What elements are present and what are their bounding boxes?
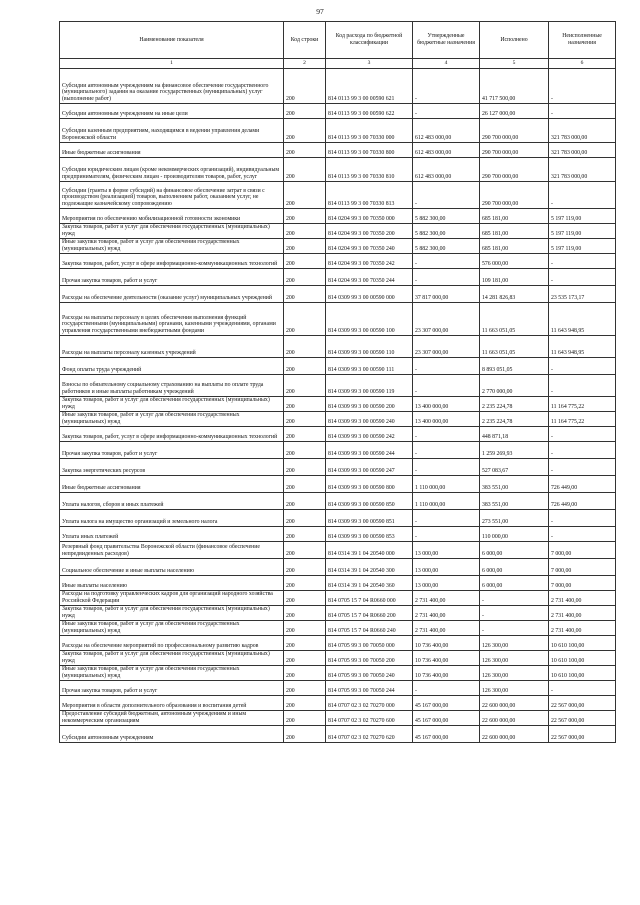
row-indicator-name: Иные закупки товаров, работ и услуг для обеспечения государственных (муниципальных) нужд	[60, 621, 284, 636]
row-expense-code: 814 0309 99 3 00 00590 200	[326, 397, 413, 412]
row-indicator-name: Расходы на подготовку управленческих кадров для организаций народного хозяйства Российской Федерации	[60, 591, 284, 606]
row-line-code: 200	[284, 527, 326, 542]
row-indicator-name: Взносы по обязательному социальному страхованию на выплаты по оплате труда работников и иные выплаты работникам учреждений	[60, 375, 284, 397]
row-expense-code: 814 0204 99 3 00 70350 244	[326, 269, 413, 286]
row-executed-value: 383 551,00	[480, 493, 549, 510]
row-approved-value: 612 483 000,00	[413, 143, 480, 158]
row-indicator-name: Субсидии казенным предприятиям, находящимся в ведении управления делами Воронежской области	[60, 119, 284, 143]
column-number-row	[60, 59, 616, 69]
row-executed-value: -	[480, 591, 549, 606]
row-line-code: 200	[284, 158, 326, 182]
row-indicator-name: Субсидии автономным учреждениям	[60, 726, 284, 743]
row-expense-code: 814 0705 15 7 04 R0660 000	[326, 591, 413, 606]
row-indicator-name: Субсидии автономным учреждениям на финансовое обеспечение государственного (муниципального) задания на оказание государственных (муниципальных) услуг (выполнение работ)	[60, 69, 284, 104]
table-row	[60, 286, 616, 303]
row-line-code: 200	[284, 442, 326, 459]
row-expense-code: 814 0309 99 3 00 00590 247	[326, 459, 413, 476]
row-expense-code: 814 0309 99 3 00 00590 119	[326, 375, 413, 397]
table-row	[60, 510, 616, 527]
row-line-code: 200	[284, 510, 326, 527]
row-line-code: 200	[284, 726, 326, 743]
row-executed-value: 685 181,00	[480, 209, 549, 224]
row-executed-value: 383 551,00	[480, 476, 549, 493]
row-indicator-name: Предоставление субсидий бюджетным, автономным учреждениям и иным некоммерческим организациям	[60, 711, 284, 726]
row-line-code: 200	[284, 239, 326, 254]
row-expense-code: 814 0113 99 3 00 00590 622	[326, 104, 413, 119]
row-line-code: 200	[284, 412, 326, 427]
row-executed-value: 26 127 000,00	[480, 104, 549, 119]
table-row	[60, 143, 616, 158]
row-executed-value: 22 600 000,00	[480, 711, 549, 726]
row-indicator-name: Расходы на обеспечение мероприятий по профессиональному развитию кадров	[60, 636, 284, 651]
row-indicator-name: Уплата иных платежей	[60, 527, 284, 542]
row-executed-value: 41 717 500,00	[480, 69, 549, 104]
row-executed-value: 6 000,00	[480, 576, 549, 591]
row-unexecuted-value: 321 783 000,00	[549, 119, 616, 143]
row-unexecuted-value: -	[549, 182, 616, 209]
row-line-code: 200	[284, 711, 326, 726]
row-unexecuted-value: 7 000,00	[549, 542, 616, 559]
row-approved-value: -	[413, 527, 480, 542]
table-row	[60, 459, 616, 476]
column-number: 3	[326, 59, 413, 69]
row-unexecuted-value: -	[549, 104, 616, 119]
row-line-code: 200	[284, 606, 326, 621]
row-line-code: 200	[284, 303, 326, 336]
row-executed-value: 273 551,00	[480, 510, 549, 527]
row-approved-value: 10 736 400,00	[413, 636, 480, 651]
row-executed-value: 2 235 224,78	[480, 397, 549, 412]
row-approved-value: 10 736 400,00	[413, 666, 480, 681]
row-unexecuted-value: -	[549, 358, 616, 375]
header-approved: Утвержденные бюджетные назначения	[413, 22, 480, 59]
header-executed: Исполнено	[480, 22, 549, 59]
table-row	[60, 542, 616, 559]
row-unexecuted-value: 22 567 000,00	[549, 711, 616, 726]
row-line-code: 200	[284, 666, 326, 681]
row-line-code: 200	[284, 209, 326, 224]
row-approved-value: -	[413, 269, 480, 286]
row-expense-code: 814 0309 99 3 00 00590 000	[326, 286, 413, 303]
row-approved-value: 37 817 000,00	[413, 286, 480, 303]
table-header-row	[60, 22, 616, 59]
row-approved-value: 10 736 400,00	[413, 651, 480, 666]
column-number: 6	[549, 59, 616, 69]
row-expense-code: 814 0314 39 1 04 20540 360	[326, 576, 413, 591]
row-approved-value: 13 000,00	[413, 559, 480, 576]
row-line-code: 200	[284, 358, 326, 375]
row-line-code: 200	[284, 542, 326, 559]
row-expense-code: 814 0707 02 3 02 70270 600	[326, 711, 413, 726]
table-row	[60, 606, 616, 621]
table-row	[60, 576, 616, 591]
table-row	[60, 696, 616, 711]
table-row	[60, 493, 616, 510]
row-approved-value: 13 000,00	[413, 576, 480, 591]
row-indicator-name: Закупка товаров, работ и услуг для обеспечения государственных (муниципальных) нужд	[60, 606, 284, 621]
row-indicator-name: Субсидии юридическим лицам (кроме некоммерческих организаций), индивидуальным предпринимателям, физическим лицам - производителям товаров, работ, услуг	[60, 158, 284, 182]
row-approved-value: 13 400 000,00	[413, 412, 480, 427]
row-line-code: 200	[284, 493, 326, 510]
row-expense-code: 814 0204 99 3 00 70350 200	[326, 224, 413, 239]
row-approved-value: 5 882 300,00	[413, 224, 480, 239]
row-approved-value: 23 307 000,00	[413, 303, 480, 336]
row-approved-value: 1 110 000,00	[413, 493, 480, 510]
row-executed-value: 6 000,00	[480, 542, 549, 559]
table-row	[60, 527, 616, 542]
row-approved-value: -	[413, 681, 480, 696]
row-indicator-name: Социальное обеспечение и иные выплаты населению	[60, 559, 284, 576]
row-approved-value: -	[413, 69, 480, 104]
row-unexecuted-value: 5 197 119,00	[549, 239, 616, 254]
row-line-code: 200	[284, 559, 326, 576]
row-indicator-name: Иные выплаты населению	[60, 576, 284, 591]
row-executed-value: 14 281 826,83	[480, 286, 549, 303]
row-expense-code: 814 0309 99 3 00 00590 111	[326, 358, 413, 375]
row-line-code: 200	[284, 636, 326, 651]
row-approved-value: 13 400 000,00	[413, 397, 480, 412]
budget-execution-table	[59, 21, 616, 743]
row-unexecuted-value: 11 164 775,22	[549, 397, 616, 412]
row-approved-value: -	[413, 375, 480, 397]
row-executed-value: 6 000,00	[480, 559, 549, 576]
row-expense-code: 814 0314 39 1 04 20540 000	[326, 542, 413, 559]
row-line-code: 200	[284, 104, 326, 119]
table-row	[60, 397, 616, 412]
page-number: 97	[316, 7, 324, 16]
row-indicator-name: Резервный фонд правительства Воронежской области (финансовое обеспечение непредвиденных расходов)	[60, 542, 284, 559]
row-unexecuted-value: -	[549, 510, 616, 527]
row-executed-value: -	[480, 621, 549, 636]
row-unexecuted-value: 321 783 000,00	[549, 143, 616, 158]
row-expense-code: 814 0204 99 3 00 70350 242	[326, 254, 413, 269]
row-line-code: 200	[284, 286, 326, 303]
table-row	[60, 476, 616, 493]
row-expense-code: 814 0309 99 3 00 00590 800	[326, 476, 413, 493]
table-row	[60, 375, 616, 397]
row-indicator-name: Иные закупки товаров, работ и услуг для обеспечения государственных (муниципальных) нужд	[60, 666, 284, 681]
row-approved-value: -	[413, 104, 480, 119]
row-executed-value: 448 871,18	[480, 427, 549, 442]
row-unexecuted-value: 22 567 000,00	[549, 726, 616, 743]
table-row	[60, 239, 616, 254]
row-approved-value: 612 483 000,00	[413, 158, 480, 182]
row-unexecuted-value: -	[549, 527, 616, 542]
row-unexecuted-value: 7 000,00	[549, 559, 616, 576]
row-line-code: 200	[284, 576, 326, 591]
row-approved-value: 45 167 000,00	[413, 726, 480, 743]
row-indicator-name: Уплата налогов, сборов и иных платежей	[60, 493, 284, 510]
table-row	[60, 412, 616, 427]
row-expense-code: 814 0113 99 3 00 70330 000	[326, 119, 413, 143]
table-row	[60, 636, 616, 651]
row-unexecuted-value: 11 164 775,22	[549, 412, 616, 427]
row-indicator-name: Иные бюджетные ассигнования	[60, 476, 284, 493]
row-executed-value: 290 700 000,00	[480, 158, 549, 182]
column-number: 5	[480, 59, 549, 69]
row-expense-code: 814 0705 15 7 04 R0660 200	[326, 606, 413, 621]
row-unexecuted-value: -	[549, 269, 616, 286]
row-approved-value: 13 000,00	[413, 542, 480, 559]
row-executed-value: 126 300,00	[480, 681, 549, 696]
row-line-code: 200	[284, 269, 326, 286]
row-expense-code: 814 0705 99 3 00 70050 240	[326, 666, 413, 681]
row-executed-value: 126 300,00	[480, 666, 549, 681]
row-executed-value: -	[480, 606, 549, 621]
row-indicator-name: Закупка товаров, работ и услуг для обеспечения государственных (муниципальных) нужд	[60, 397, 284, 412]
row-approved-value: 1 110 000,00	[413, 476, 480, 493]
row-indicator-name: Расходы на выплаты персоналу казенных учреждений	[60, 336, 284, 358]
row-executed-value: 290 700 000,00	[480, 143, 549, 158]
row-unexecuted-value: -	[549, 681, 616, 696]
row-approved-value: 612 483 000,00	[413, 119, 480, 143]
row-approved-value: 2 731 400,00	[413, 591, 480, 606]
row-approved-value: 5 882 300,00	[413, 239, 480, 254]
row-expense-code: 814 0309 99 3 00 00590 240	[326, 412, 413, 427]
row-indicator-name: Расходы на обеспечение деятельности (оказание услуг) муниципальных учреждений	[60, 286, 284, 303]
row-approved-value: 2 731 400,00	[413, 621, 480, 636]
row-approved-value: -	[413, 459, 480, 476]
row-indicator-name: Закупка товаров, работ и услуг для обеспечения государственных (муниципальных) нужд	[60, 224, 284, 239]
row-executed-value: 1 259 269,93	[480, 442, 549, 459]
row-executed-value: 11 663 051,05	[480, 336, 549, 358]
row-unexecuted-value: 10 610 100,00	[549, 651, 616, 666]
row-line-code: 200	[284, 427, 326, 442]
row-expense-code: 814 0309 99 3 00 00590 244	[326, 442, 413, 459]
row-line-code: 200	[284, 591, 326, 606]
table-row	[60, 442, 616, 459]
row-line-code: 200	[284, 459, 326, 476]
table-row	[60, 358, 616, 375]
row-indicator-name: Закупка товаров, работ, услуг в сфере информационно-коммуникационных технологий	[60, 254, 284, 269]
row-unexecuted-value: 10 610 100,00	[549, 636, 616, 651]
row-line-code: 200	[284, 69, 326, 104]
row-indicator-name: Расходы на выплаты персоналу в целях обеспечения выполнения функций государственными (муниципальными) органами, казенными учреждениями, органами управления государственными внебюджетными фондами	[60, 303, 284, 336]
row-expense-code: 814 0113 99 3 00 70330 800	[326, 143, 413, 158]
row-expense-code: 814 0705 99 3 00 70050 000	[326, 636, 413, 651]
row-approved-value: -	[413, 510, 480, 527]
row-expense-code: 814 0707 02 3 02 70270 620	[326, 726, 413, 743]
row-unexecuted-value: 726 449,00	[549, 493, 616, 510]
row-approved-value: -	[413, 427, 480, 442]
row-indicator-name: Иные закупки товаров, работ и услуг для обеспечения государственных (муниципальных) нужд	[60, 412, 284, 427]
row-indicator-name: Закупка энергетических ресурсов	[60, 459, 284, 476]
row-indicator-name: Мероприятия в области дополнительного образования и воспитания детей	[60, 696, 284, 711]
row-executed-value: 22 600 000,00	[480, 696, 549, 711]
row-approved-value: -	[413, 358, 480, 375]
table-row	[60, 69, 616, 104]
row-indicator-name: Иные закупки товаров, работ и услуг для обеспечения государственных (муниципальных) нужд	[60, 239, 284, 254]
row-unexecuted-value: -	[549, 427, 616, 442]
row-expense-code: 814 0309 99 3 00 00590 850	[326, 493, 413, 510]
row-executed-value: 290 700 000,00	[480, 182, 549, 209]
table-row	[60, 182, 616, 209]
row-approved-value: -	[413, 254, 480, 269]
row-line-code: 200	[284, 224, 326, 239]
table-row	[60, 104, 616, 119]
row-line-code: 200	[284, 681, 326, 696]
row-approved-value: 45 167 000,00	[413, 696, 480, 711]
row-approved-value: 23 307 000,00	[413, 336, 480, 358]
row-indicator-name: Субсидии автономным учреждениям на иные цели	[60, 104, 284, 119]
row-unexecuted-value: 321 783 000,00	[549, 158, 616, 182]
row-indicator-name: Прочая закупка товаров, работ и услуг	[60, 681, 284, 696]
row-executed-value: 110 000,00	[480, 527, 549, 542]
row-indicator-name: Закупка товаров, работ, услуг в сфере информационно-коммуникационных технологий	[60, 427, 284, 442]
row-expense-code: 814 0309 99 3 00 00590 242	[326, 427, 413, 442]
header-unexecuted: Неисполненные назначения	[549, 22, 616, 59]
row-expense-code: 814 0707 02 3 02 70270 000	[326, 696, 413, 711]
table-row	[60, 336, 616, 358]
table-row	[60, 711, 616, 726]
column-number: 4	[413, 59, 480, 69]
row-executed-value: 576 000,00	[480, 254, 549, 269]
table-row	[60, 666, 616, 681]
row-line-code: 200	[284, 397, 326, 412]
header-line-code: Код строки	[284, 22, 326, 59]
row-expense-code: 814 0309 99 3 00 00590 853	[326, 527, 413, 542]
row-line-code: 200	[284, 651, 326, 666]
row-approved-value: -	[413, 182, 480, 209]
row-executed-value: 11 663 051,05	[480, 303, 549, 336]
column-number: 2	[284, 59, 326, 69]
row-executed-value: 685 181,00	[480, 239, 549, 254]
header-indicator-name: Наименование показателя	[60, 22, 284, 59]
row-unexecuted-value: 5 197 119,00	[549, 209, 616, 224]
row-executed-value: 527 083,67	[480, 459, 549, 476]
row-indicator-name: Фонд оплаты труда учреждений	[60, 358, 284, 375]
table-row	[60, 681, 616, 696]
row-line-code: 200	[284, 621, 326, 636]
row-executed-value: 290 700 000,00	[480, 119, 549, 143]
row-unexecuted-value: -	[549, 254, 616, 269]
table-row	[60, 209, 616, 224]
row-indicator-name: Прочая закупка товаров, работ и услуг	[60, 442, 284, 459]
row-expense-code: 814 0309 99 3 00 00590 100	[326, 303, 413, 336]
row-unexecuted-value: 726 449,00	[549, 476, 616, 493]
table-body	[60, 69, 616, 743]
row-indicator-name: Мероприятия по обеспечению мобилизационной готовности экономики	[60, 209, 284, 224]
row-line-code: 200	[284, 336, 326, 358]
row-expense-code: 814 0309 99 3 00 00590 851	[326, 510, 413, 527]
header-expense-code: Код расхода по бюджетной классификации	[326, 22, 413, 59]
row-unexecuted-value: 22 567 000,00	[549, 696, 616, 711]
table-row	[60, 224, 616, 239]
row-executed-value: 126 300,00	[480, 651, 549, 666]
row-expense-code: 814 0113 99 3 00 70330 810	[326, 158, 413, 182]
row-line-code: 200	[284, 375, 326, 397]
row-unexecuted-value: -	[549, 375, 616, 397]
row-expense-code: 814 0705 99 3 00 70050 200	[326, 651, 413, 666]
row-unexecuted-value: 2 731 400,00	[549, 606, 616, 621]
row-line-code: 200	[284, 254, 326, 269]
row-approved-value: -	[413, 442, 480, 459]
row-executed-value: 109 181,00	[480, 269, 549, 286]
row-approved-value: 45 167 000,00	[413, 711, 480, 726]
row-expense-code: 814 0113 99 3 00 70330 813	[326, 182, 413, 209]
table-row	[60, 303, 616, 336]
table-row	[60, 427, 616, 442]
row-executed-value: 685 181,00	[480, 224, 549, 239]
row-line-code: 200	[284, 696, 326, 711]
row-unexecuted-value: 5 197 119,00	[549, 224, 616, 239]
row-expense-code: 814 0309 99 3 00 00590 110	[326, 336, 413, 358]
row-unexecuted-value: -	[549, 459, 616, 476]
row-indicator-name: Уплата налога на имущество организаций и земельного налога	[60, 510, 284, 527]
table-row	[60, 254, 616, 269]
row-unexecuted-value: 2 731 400,00	[549, 621, 616, 636]
row-unexecuted-value: 11 643 948,95	[549, 303, 616, 336]
table-row	[60, 591, 616, 606]
row-executed-value: 22 600 000,00	[480, 726, 549, 743]
table-row	[60, 621, 616, 636]
table-row	[60, 559, 616, 576]
row-expense-code: 814 0204 99 3 00 70350 240	[326, 239, 413, 254]
row-line-code: 200	[284, 182, 326, 209]
row-indicator-name: Закупка товаров, работ и услуг для обеспечения государственных (муниципальных) нужд	[60, 651, 284, 666]
column-number: 1	[60, 59, 284, 69]
row-indicator-name: Иные бюджетные ассигнования	[60, 143, 284, 158]
row-indicator-name: Прочая закупка товаров, работ и услуг	[60, 269, 284, 286]
row-expense-code: 814 0204 99 3 00 70350 000	[326, 209, 413, 224]
row-executed-value: 8 893 051,05	[480, 358, 549, 375]
row-line-code: 200	[284, 143, 326, 158]
row-unexecuted-value: -	[549, 442, 616, 459]
row-expense-code: 814 0113 99 3 00 00590 621	[326, 69, 413, 104]
table-row	[60, 651, 616, 666]
row-unexecuted-value: 10 610 100,00	[549, 666, 616, 681]
row-line-code: 200	[284, 119, 326, 143]
row-unexecuted-value: 23 535 173,17	[549, 286, 616, 303]
row-expense-code: 814 0314 39 1 04 20540 300	[326, 559, 413, 576]
table-row	[60, 726, 616, 743]
row-indicator-name: Субсидии (гранты в форме субсидий) на финансовое обеспечение затрат в связи с производством (реализацией) товаров, выполнением работ, оказанием услуг, не подлежащие казначейскому сопровождению	[60, 182, 284, 209]
row-executed-value: 126 300,00	[480, 636, 549, 651]
row-unexecuted-value: -	[549, 69, 616, 104]
table-row	[60, 158, 616, 182]
row-approved-value: 5 882 300,00	[413, 209, 480, 224]
row-approved-value: 2 731 400,00	[413, 606, 480, 621]
row-line-code: 200	[284, 476, 326, 493]
row-unexecuted-value: 11 643 948,95	[549, 336, 616, 358]
table-row	[60, 269, 616, 286]
table-row	[60, 119, 616, 143]
row-unexecuted-value: 2 731 400,00	[549, 591, 616, 606]
row-executed-value: 2 235 224,78	[480, 412, 549, 427]
row-expense-code: 814 0705 99 3 00 70050 244	[326, 681, 413, 696]
row-executed-value: 2 770 000,00	[480, 375, 549, 397]
row-unexecuted-value: 7 000,00	[549, 576, 616, 591]
row-expense-code: 814 0705 15 7 04 R0660 240	[326, 621, 413, 636]
